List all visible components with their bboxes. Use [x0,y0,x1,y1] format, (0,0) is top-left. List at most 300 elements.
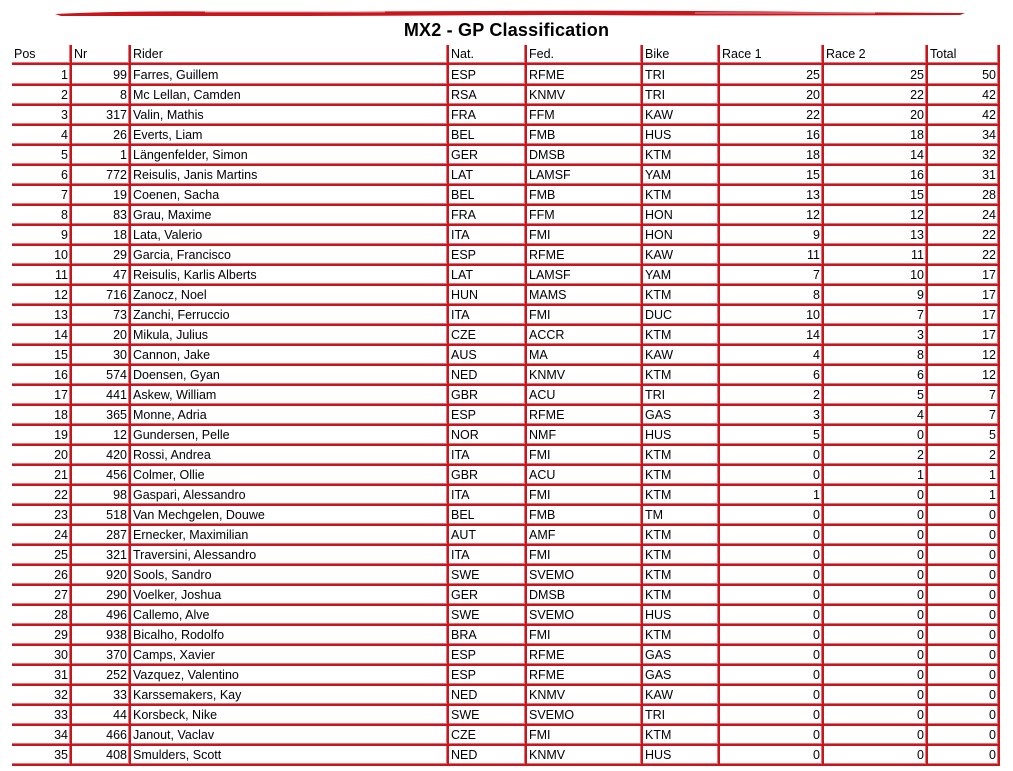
table-row [12,485,999,505]
nr-cell: 365 [71,405,130,425]
rider-cell: Voelker, Joshua [130,585,448,605]
rider-cell: Ernecker, Maximilian [130,525,448,545]
bike-cell: KTM [642,285,719,305]
nat-cell: ITA [448,445,526,465]
nat-cell: GBR [448,465,526,485]
table-row [12,565,999,585]
nat-cell: GER [448,585,526,605]
race2-cell: 0 [823,605,927,625]
nat-cell: FRA [448,105,526,125]
nat-cell: ITA [448,305,526,325]
race2-cell: 0 [823,485,927,505]
race1-cell: 4 [719,345,823,365]
bike-cell: TRI [642,385,719,405]
race1-cell: 25 [719,64,823,85]
fed-cell: FMB [526,185,642,205]
fed-cell: KNMV [526,745,642,765]
pos-cell: 4 [12,125,71,145]
header-pos: Pos [12,45,71,64]
table-row [12,245,999,265]
rider-cell: Smulders, Scott [130,745,448,765]
rider-cell: Callemo, Alve [130,605,448,625]
race1-cell: 13 [719,185,823,205]
total-cell: 42 [927,85,999,105]
race2-cell: 0 [823,545,927,565]
nr-cell: 496 [71,605,130,625]
total-cell: 42 [927,105,999,125]
table-row [12,205,999,225]
nr-cell: 518 [71,505,130,525]
nr-cell: 18 [71,225,130,245]
fed-cell: RFME [526,665,642,685]
fed-cell: LAMSF [526,265,642,285]
nat-cell: NED [448,365,526,385]
race1-cell: 1 [719,485,823,505]
fed-cell: NMF [526,425,642,445]
fed-cell: FFM [526,105,642,125]
table-row [12,85,999,105]
race1-cell: 0 [719,465,823,485]
race2-cell: 0 [823,525,927,545]
table-row [12,165,999,185]
table-row [12,365,999,385]
nat-cell: ITA [448,225,526,245]
race2-cell: 0 [823,705,927,725]
nat-cell: LAT [448,165,526,185]
table-row [12,685,999,705]
rider-cell: Everts, Liam [130,125,448,145]
bike-cell: YAM [642,265,719,285]
fed-cell: RFME [526,64,642,85]
bike-cell: KTM [642,185,719,205]
race1-cell: 0 [719,505,823,525]
total-cell: 0 [927,665,999,685]
pos-cell: 1 [12,64,71,85]
race1-cell: 0 [719,545,823,565]
nr-cell: 30 [71,345,130,365]
nat-cell: ITA [448,545,526,565]
race1-cell: 0 [719,585,823,605]
total-cell: 0 [927,645,999,665]
nr-cell: 73 [71,305,130,325]
race1-cell: 9 [719,225,823,245]
table-row [12,105,999,125]
nat-cell: ESP [448,665,526,685]
pos-cell: 8 [12,205,71,225]
header-fed: Fed. [526,45,642,64]
nr-cell: 370 [71,645,130,665]
nr-cell: 98 [71,485,130,505]
bike-cell: HUS [642,425,719,445]
bike-cell: TRI [642,705,719,725]
bike-cell: KAW [642,345,719,365]
nat-cell: FRA [448,205,526,225]
race2-cell: 14 [823,145,927,165]
pos-cell: 32 [12,685,71,705]
total-cell: 5 [927,425,999,445]
pos-cell: 31 [12,665,71,685]
bike-cell: TM [642,505,719,525]
race2-cell: 3 [823,325,927,345]
table-row [12,145,999,165]
pos-cell: 11 [12,265,71,285]
fed-cell: DMSB [526,585,642,605]
nat-cell: BRA [448,625,526,645]
rider-cell: Janout, Vaclav [130,725,448,745]
fed-cell: RFME [526,645,642,665]
bike-cell: KTM [642,325,719,345]
race2-cell: 1 [823,465,927,485]
rider-cell: Mikula, Julius [130,325,448,345]
rider-cell: Lata, Valerio [130,225,448,245]
bike-cell: KTM [642,625,719,645]
fed-cell: SVEMO [526,565,642,585]
rider-cell: Karssemakers, Kay [130,685,448,705]
total-cell: 24 [927,205,999,225]
rider-cell: Cannon, Jake [130,345,448,365]
race1-cell: 0 [719,605,823,625]
rider-cell: Sools, Sandro [130,565,448,585]
race1-cell: 0 [719,565,823,585]
pos-cell: 10 [12,245,71,265]
race1-cell: 11 [719,245,823,265]
table-row [12,225,999,245]
nat-cell: SWE [448,605,526,625]
rider-cell: Coenen, Sacha [130,185,448,205]
race2-cell: 9 [823,285,927,305]
fed-cell: KNMV [526,85,642,105]
bike-cell: KTM [642,445,719,465]
nat-cell: NOR [448,425,526,445]
bike-cell: KTM [642,585,719,605]
total-cell: 12 [927,345,999,365]
pos-cell: 21 [12,465,71,485]
pos-cell: 22 [12,485,71,505]
race2-cell: 0 [823,645,927,665]
fed-cell: RFME [526,405,642,425]
table-row [12,705,999,725]
race1-cell: 15 [719,165,823,185]
bike-cell: HON [642,205,719,225]
total-cell: 0 [927,505,999,525]
race1-cell: 2 [719,385,823,405]
pos-cell: 30 [12,645,71,665]
header-nat: Nat. [448,45,526,64]
rider-cell: Garcia, Francisco [130,245,448,265]
table-row [12,325,999,345]
pos-cell: 34 [12,725,71,745]
table-row [12,545,999,565]
nr-cell: 938 [71,625,130,645]
fed-cell: FMI [526,225,642,245]
total-cell: 0 [927,525,999,545]
rider-cell: Van Mechgelen, Douwe [130,505,448,525]
nat-cell: ESP [448,64,526,85]
race1-cell: 5 [719,425,823,445]
fed-cell: FMI [526,625,642,645]
pos-cell: 12 [12,285,71,305]
pos-cell: 26 [12,565,71,585]
table-row [12,445,999,465]
bike-cell: HON [642,225,719,245]
race1-cell: 0 [719,665,823,685]
pos-cell: 19 [12,425,71,445]
total-cell: 1 [927,465,999,485]
table-row [12,345,999,365]
total-cell: 31 [927,165,999,185]
race2-cell: 12 [823,205,927,225]
race1-cell: 0 [719,705,823,725]
pos-cell: 27 [12,585,71,605]
pos-cell: 25 [12,545,71,565]
race2-cell: 5 [823,385,927,405]
fed-cell: KNMV [526,685,642,705]
rider-cell: Bicalho, Rodolfo [130,625,448,645]
fed-cell: FMI [526,445,642,465]
total-cell: 0 [927,625,999,645]
fed-cell: FFM [526,205,642,225]
bike-cell: GAS [642,405,719,425]
table-row [12,125,999,145]
fed-cell: FMI [526,545,642,565]
rider-cell: Monne, Adria [130,405,448,425]
nr-cell: 44 [71,705,130,725]
nr-cell: 252 [71,665,130,685]
nat-cell: GER [448,145,526,165]
nr-cell: 420 [71,445,130,465]
bike-cell: GAS [642,645,719,665]
rider-cell: Camps, Xavier [130,645,448,665]
total-cell: 22 [927,245,999,265]
table-row [12,745,999,765]
total-cell: 12 [927,365,999,385]
nr-cell: 12 [71,425,130,445]
pos-cell: 15 [12,345,71,365]
fed-cell: FMI [526,305,642,325]
rider-cell: Gundersen, Pelle [130,425,448,445]
race1-cell: 16 [719,125,823,145]
nat-cell: HUN [448,285,526,305]
race2-cell: 8 [823,345,927,365]
table-row [12,385,999,405]
race2-cell: 0 [823,585,927,605]
pos-cell: 9 [12,225,71,245]
header-nr: Nr [71,45,130,64]
nat-cell: BEL [448,125,526,145]
bike-cell: KTM [642,465,719,485]
race2-cell: 0 [823,505,927,525]
rider-cell: Längenfelder, Simon [130,145,448,165]
pos-cell: 7 [12,185,71,205]
fed-cell: KNMV [526,365,642,385]
pos-cell: 29 [12,625,71,645]
nat-cell: CZE [448,325,526,345]
nr-cell: 20 [71,325,130,345]
nr-cell: 29 [71,245,130,265]
pos-cell: 2 [12,85,71,105]
total-cell: 28 [927,185,999,205]
bike-cell: DUC [642,305,719,325]
fed-cell: FMB [526,125,642,145]
fed-cell: FMI [526,485,642,505]
nat-cell: RSA [448,85,526,105]
fed-cell: FMI [526,725,642,745]
table-row [12,64,999,85]
race1-cell: 14 [719,325,823,345]
race1-cell: 0 [719,625,823,645]
nr-cell: 99 [71,64,130,85]
classification-table [12,45,1000,766]
total-cell: 17 [927,265,999,285]
nat-cell: SWE [448,565,526,585]
race2-cell: 16 [823,165,927,185]
total-cell: 0 [927,745,999,765]
bike-cell: KTM [642,485,719,505]
race1-cell: 18 [719,145,823,165]
race2-cell: 15 [823,185,927,205]
nr-cell: 317 [71,105,130,125]
race2-cell: 22 [823,85,927,105]
rider-cell: Zanocz, Noel [130,285,448,305]
bike-cell: HUS [642,745,719,765]
race1-cell: 10 [719,305,823,325]
nr-cell: 466 [71,725,130,745]
bike-cell: HUS [642,605,719,625]
race2-cell: 0 [823,625,927,645]
race1-cell: 0 [719,525,823,545]
pos-cell: 23 [12,505,71,525]
race1-cell: 22 [719,105,823,125]
rider-cell: Korsbeck, Nike [130,705,448,725]
pos-cell: 13 [12,305,71,325]
pos-cell: 35 [12,745,71,765]
pos-cell: 20 [12,445,71,465]
race2-cell: 2 [823,445,927,465]
total-cell: 2 [927,445,999,465]
race1-cell: 6 [719,365,823,385]
bike-cell: KAW [642,245,719,265]
race2-cell: 0 [823,565,927,585]
nat-cell: GBR [448,385,526,405]
bike-cell: YAM [642,165,719,185]
table-row [12,585,999,605]
pos-cell: 17 [12,385,71,405]
total-cell: 0 [927,725,999,745]
table-row [12,665,999,685]
bike-cell: KTM [642,565,719,585]
nr-cell: 456 [71,465,130,485]
table-row [12,505,999,525]
race1-cell: 0 [719,445,823,465]
nat-cell: ESP [448,245,526,265]
rider-cell: Zanchi, Ferruccio [130,305,448,325]
header-race2: Race 2 [823,45,927,64]
nat-cell: SWE [448,705,526,725]
nat-cell: ESP [448,645,526,665]
rider-cell: Grau, Maxime [130,205,448,225]
bike-cell: KTM [642,365,719,385]
race2-cell: 10 [823,265,927,285]
race1-cell: 12 [719,205,823,225]
race2-cell: 20 [823,105,927,125]
fed-cell: SVEMO [526,605,642,625]
total-cell: 0 [927,565,999,585]
pos-cell: 6 [12,165,71,185]
rider-cell: Reisulis, Karlis Alberts [130,265,448,285]
nr-cell: 920 [71,565,130,585]
total-cell: 0 [927,585,999,605]
total-cell: 1 [927,485,999,505]
header-bike: Bike [642,45,719,64]
rider-cell: Traversini, Alessandro [130,545,448,565]
bike-cell: GAS [642,665,719,685]
nat-cell: AUT [448,525,526,545]
pos-cell: 24 [12,525,71,545]
rider-cell: Doensen, Gyan [130,365,448,385]
table-row [12,185,999,205]
pos-cell: 5 [12,145,71,165]
bike-cell: TRI [642,64,719,85]
nr-cell: 441 [71,385,130,405]
rider-cell: Gaspari, Alessandro [130,485,448,505]
total-cell: 22 [927,225,999,245]
total-cell: 0 [927,705,999,725]
nr-cell: 26 [71,125,130,145]
nat-cell: ESP [448,405,526,425]
nat-cell: AUS [448,345,526,365]
total-cell: 7 [927,385,999,405]
table-row [12,285,999,305]
bike-cell: KTM [642,545,719,565]
total-cell: 17 [927,285,999,305]
rider-cell: Mc Lellan, Camden [130,85,448,105]
bike-cell: KTM [642,145,719,165]
rider-cell: Colmer, Ollie [130,465,448,485]
header-brush-stroke [55,9,965,17]
fed-cell: AMF [526,525,642,545]
table-row [12,625,999,645]
race1-cell: 8 [719,285,823,305]
race1-cell: 0 [719,725,823,745]
pos-cell: 16 [12,365,71,385]
nat-cell: LAT [448,265,526,285]
rider-cell: Vazquez, Valentino [130,665,448,685]
race2-cell: 11 [823,245,927,265]
nat-cell: NED [448,685,526,705]
rider-cell: Farres, Guillem [130,64,448,85]
table-row [12,405,999,425]
rider-cell: Askew, William [130,385,448,405]
rider-cell: Rossi, Andrea [130,445,448,465]
fed-cell: DMSB [526,145,642,165]
pos-cell: 28 [12,605,71,625]
race2-cell: 4 [823,405,927,425]
pos-cell: 33 [12,705,71,725]
fed-cell: SVEMO [526,705,642,725]
total-cell: 17 [927,305,999,325]
race1-cell: 0 [719,645,823,665]
nr-cell: 83 [71,205,130,225]
nat-cell: CZE [448,725,526,745]
race2-cell: 0 [823,725,927,745]
race2-cell: 25 [823,64,927,85]
fed-cell: FMB [526,505,642,525]
nr-cell: 574 [71,365,130,385]
table-row [12,425,999,445]
total-cell: 0 [927,605,999,625]
bike-cell: KTM [642,725,719,745]
total-cell: 50 [927,64,999,85]
